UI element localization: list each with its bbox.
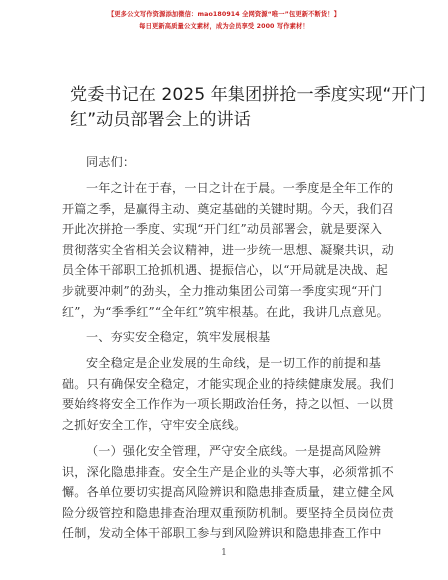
paragraph-line: 开此次拼抢一季度、实现“开门红”动员部署会，就是要深入 <box>62 222 383 237</box>
greeting: 同志们： <box>86 155 136 169</box>
paragraph-line: 员全体干部职工抢抓机遇、提振信心，以“开局就是决战、起 <box>62 263 389 278</box>
paragraph-line: 险分级管控和隐患排查治理双重预防机制。要坚持全员岗位责 <box>62 505 394 520</box>
paragraph-line: 懈。各单位要切实提高风险辨识和隐患排查质量，建立健全风 <box>62 485 394 500</box>
section-heading: 一、夯实安全稳定，筑牢发展根基 <box>86 330 271 344</box>
paragraph-line: 红”，为“季季红”“全年红”筑牢根基。在此，我讲几点意见。 <box>62 304 389 319</box>
paragraph-line: （一）强化安全管理，严守安全底线。一是提高风险辨 <box>86 444 382 458</box>
paragraph-line: 要始终将安全工作作为一项长期政治任务，持之以恒、一以贯 <box>62 397 394 412</box>
paragraph-line: 础。只有确保安全稳定，才能实现企业的持续健康发展。我们 <box>62 376 394 391</box>
paragraph-line: 安全稳定是企业发展的生命线，是一切工作的前提和基 <box>86 356 382 370</box>
paragraph-line: 开篇之季，是赢得主动、奠定基础的关键时期。今天，我们召 <box>62 201 394 216</box>
paragraph-line: 一年之计在于春，一日之计在于晨。一季度是全年工作的 <box>86 181 394 195</box>
paragraph-line: 步就要冲刺”的劲头，全力推动集团公司第一季度实现“开门 <box>62 284 383 298</box>
paragraph-line: 识，深化隐患排查。安全生产是企业的头等大事，必须常抓不 <box>62 464 394 479</box>
paragraph-line: 贯彻落实全省相关会议精神，进一步统一思想、凝聚共识，动 <box>62 242 394 257</box>
paragraph-line: 之抓好安全工作，守牢安全底线。 <box>62 417 247 432</box>
document-title-line-1: 党委书记在 2025 年集团拼抢一季度实现“开门 <box>70 85 426 105</box>
document-title-line-2: 红”动员部署会上的讲话 <box>70 110 251 130</box>
paragraph-line: 任制，发动全体干部职工参与到风险辨识和隐患排查工作中 <box>62 526 382 541</box>
promo-banner-line-2: 每日更新高质量公文素材，成为会员享受 2000 写作素材！ <box>139 23 309 30</box>
page-number: 1 <box>221 548 227 558</box>
promo-banner-line-1: 【更多公文写作资源添加微信：mao180914 全网资源“唯一”包更新不断货！】 <box>107 11 341 18</box>
